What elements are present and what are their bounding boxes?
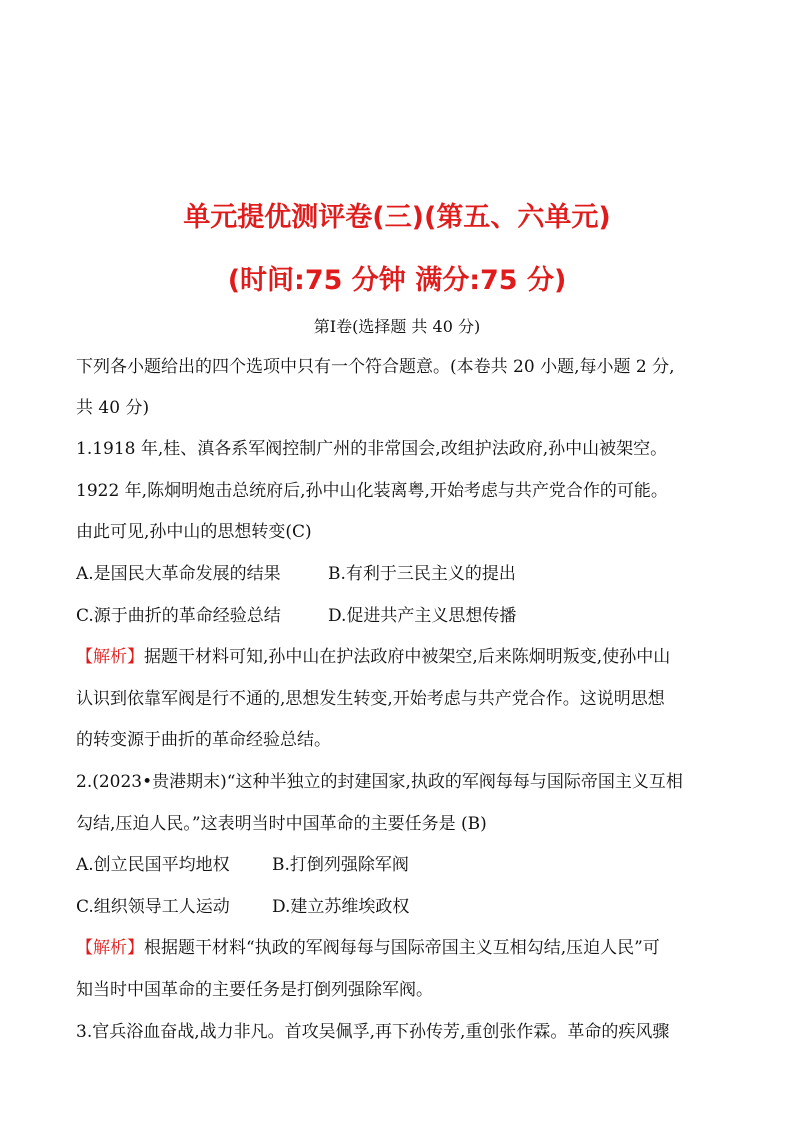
option-d: D.建立苏维埃政权 <box>272 897 410 917</box>
analysis-tag: 【解析】 <box>76 938 144 958</box>
question-2-stem: 勾结,压迫人民。”这表明当时中国革命的主要任务是 (B) <box>76 814 487 834</box>
question-3-stem: 3.官兵浴血奋战,战力非凡。首攻吴佩孚,再下孙传芳,重创张作霖。革命的疾风骤 <box>76 1022 670 1042</box>
option-c: C.组织领导工人运动 <box>76 897 230 917</box>
analysis-text: 根据题干材料“执政的军阀每每与国际帝国主义互相勾结,压迫人民”可 <box>144 938 660 958</box>
option-d: D.促进共产主义思想传播 <box>328 606 517 626</box>
option-a: A.创立民国平均地权 <box>76 855 230 875</box>
option-c: C.源于曲折的革命经验总结 <box>76 606 281 626</box>
question-1-analysis <box>76 647 670 667</box>
question-1-analysis: 的转变源于曲折的革命经验总结。 <box>76 730 331 750</box>
question-1-stem: 由此可见,孙中山的思想转变(C) <box>76 522 312 542</box>
section-header: 第Ⅰ卷(选择题 共 40 分) <box>313 317 481 336</box>
instructions-line: 下列各小题给出的四个选项中只有一个符合题意。(本卷共 20 小题,每小题 2 分, <box>76 357 675 377</box>
analysis-tag: 【解析】 <box>76 647 144 667</box>
question-1-options <box>76 564 516 584</box>
question-2-stem: 2.(2023•贵港期末)“这种半独立的封建国家,执政的军阀每每与国际帝国主义互相 <box>76 772 683 792</box>
analysis-text: 据题干材料可知,孙中山在护法政府中被架空,后来陈炯明叛变,使孙中山 <box>144 647 671 667</box>
question-2-analysis <box>76 938 660 958</box>
option-b: B.有利于三民主义的提出 <box>328 564 516 584</box>
page-title: 单元提优测评卷(三)(第五、六单元) <box>183 202 611 233</box>
question-1-stem: 1.1918 年,桂、滇各系军阀控制广州的非常国会,改组护法政府,孙中山被架空。 <box>76 439 668 459</box>
question-1-stem: 1922 年,陈炯明炮击总统府后,孙中山化装离粤,开始考虑与共产党合作的可能。 <box>76 481 668 501</box>
question-1-options <box>76 606 516 626</box>
page-subtitle: (时间:75 分钟 满分:75 分) <box>227 265 567 296</box>
question-2-options <box>76 897 409 917</box>
question-2-analysis: 知当时中国革命的主要任务是打倒列强除军阀。 <box>76 980 433 1000</box>
question-2-options <box>76 855 409 875</box>
question-1-analysis: 认识到依靠军阀是行不通的,思想发生转变,开始考虑与共产党合作。这说明思想 <box>76 689 665 709</box>
instructions-line: 共 40 分) <box>76 398 150 418</box>
option-b: B.打倒列强除军阀 <box>272 855 409 875</box>
option-a: A.是国民大革命发展的结果 <box>76 564 281 584</box>
